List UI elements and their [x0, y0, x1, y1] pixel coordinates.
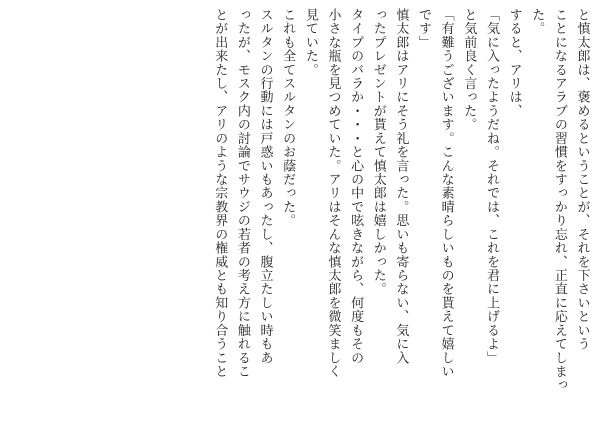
text-column: ったが、モスク内の討論でサウジの若者の考え方に触れるこ — [235, 8, 251, 379]
text-column: スルタンの行動には戸惑いもあったし、腹立たしい時もあ — [258, 8, 274, 365]
text-column: 小さな瓶を見つめていた。アリはそんな慎太郎を微笑ましく — [326, 8, 342, 379]
text-column: すると、アリは、 — [507, 8, 523, 118]
text-column: これも全てスルタンのお蔭だった。 — [281, 8, 297, 228]
text-column: ったプレゼントが貰えて慎太郎は嬉しかった。 — [371, 8, 387, 297]
text-column: 「有難うございます。こんな素晴らしいものを貰えて嬉しい — [439, 8, 455, 379]
text-column: 「気に入ったようだね。それでは、これを君に上げるよ」 — [484, 8, 500, 365]
text-column: 見ていた。 — [303, 8, 319, 77]
text-column: です」 — [417, 8, 433, 50]
text-column: と慎太郎は、褒めるということが、それを下さいという — [575, 8, 591, 351]
text-column: タイプのバラか・・・と心の中で呟きながら、何度もその — [349, 8, 365, 365]
text-column: た。 — [530, 8, 546, 36]
text-column: と気前良く言った。 — [462, 8, 478, 132]
vertical-text-body — [6, 8, 594, 417]
text-column: とが出来たし、アリのような宗教界の権威とも知り合うこと — [213, 8, 229, 379]
text-column: 慎太郎はアリにそう礼を言った。思いも寄らない、気に入 — [394, 8, 410, 365]
text-column: ことになるアラブの習慣をすっかり忘れ、正直に応えてしまっ — [552, 8, 568, 393]
